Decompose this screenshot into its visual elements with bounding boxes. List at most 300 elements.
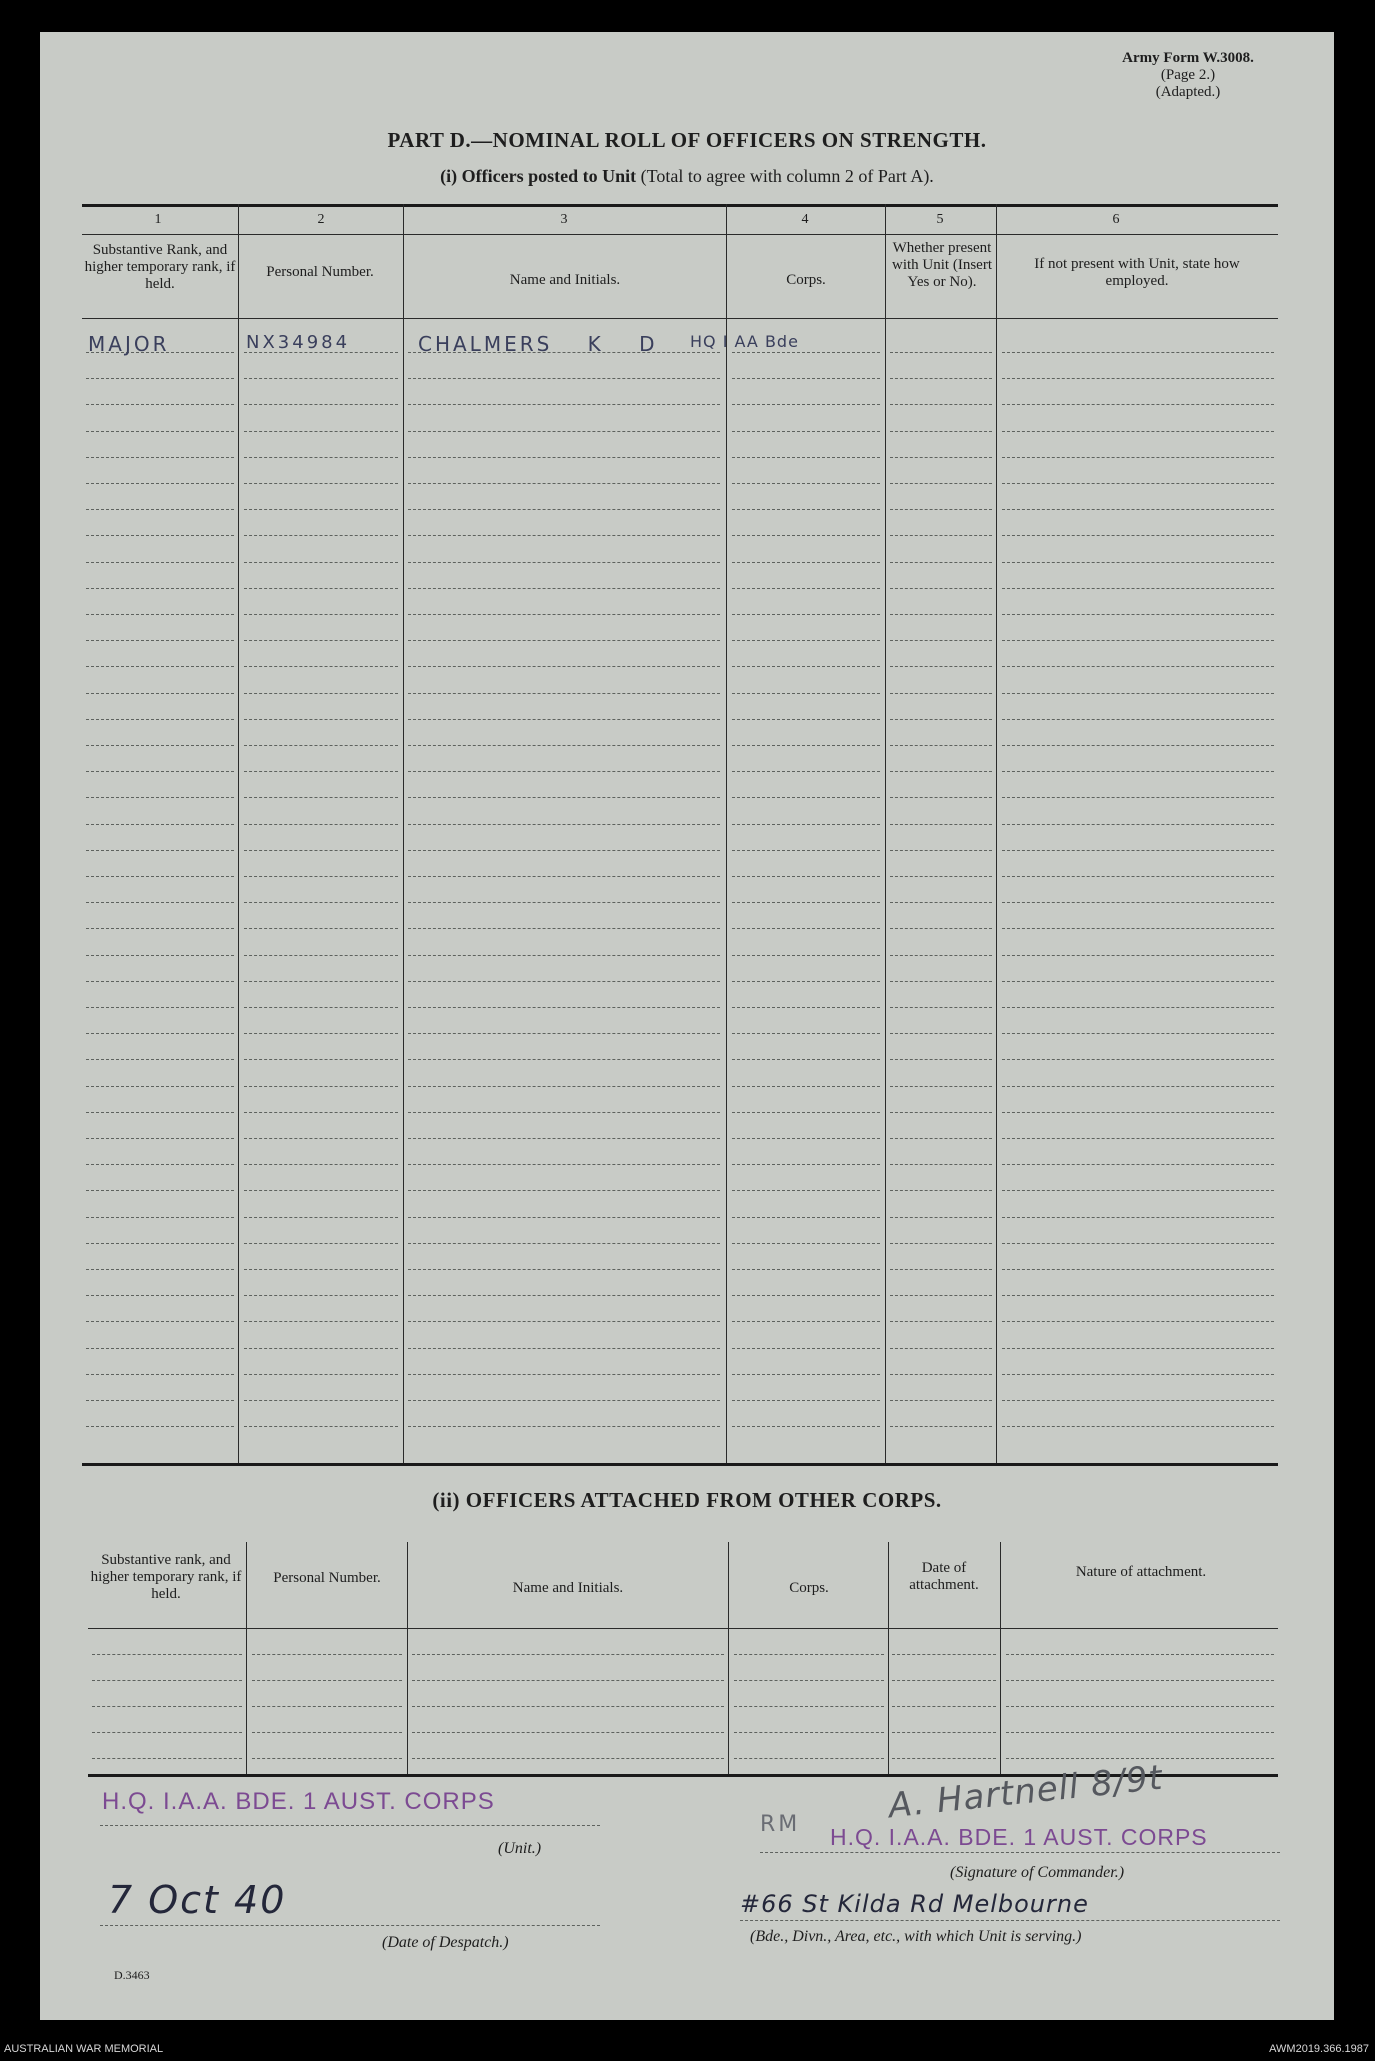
writing-line — [732, 483, 880, 484]
writing-line — [244, 1059, 398, 1060]
ii-column-divider-2 — [407, 1542, 408, 1774]
writing-line — [890, 562, 992, 563]
writing-line — [408, 1190, 720, 1191]
writing-line — [732, 1007, 880, 1008]
ii-header-nature: Nature of attachment. — [1075, 1564, 1207, 1580]
signature-caption: (Signature of Commander.) — [950, 1864, 1125, 1881]
writing-line — [86, 1086, 234, 1087]
writing-line — [732, 1269, 880, 1270]
column-number-1: 1 — [154, 212, 162, 227]
writing-line — [408, 666, 720, 667]
writing-line — [890, 1348, 992, 1349]
writing-line — [732, 1164, 880, 1165]
entry-personal-number: NX34984 — [246, 332, 351, 353]
writing-line — [1002, 1086, 1274, 1087]
writing-line — [890, 797, 992, 798]
writing-line — [86, 666, 234, 667]
writing-line — [1002, 771, 1274, 772]
writing-line — [412, 1732, 724, 1733]
writing-line — [86, 928, 234, 929]
writing-line — [1002, 1033, 1274, 1034]
writing-line — [408, 1112, 720, 1113]
writing-line — [244, 535, 398, 536]
writing-line — [732, 640, 880, 641]
writing-line — [1002, 1217, 1274, 1218]
writing-line — [244, 1321, 398, 1322]
writing-line — [244, 562, 398, 563]
writing-line — [732, 1033, 880, 1034]
writing-line — [732, 352, 880, 353]
writing-line — [732, 824, 880, 825]
writing-line — [244, 1217, 398, 1218]
writing-line — [732, 1374, 880, 1375]
writing-line — [1002, 378, 1274, 379]
writing-line — [86, 431, 234, 432]
writing-line — [86, 1190, 234, 1191]
column-divider-3 — [726, 204, 727, 1463]
writing-line — [412, 1680, 724, 1681]
ii-header-personal-number: Personal Number. — [273, 1570, 381, 1586]
writing-line — [890, 876, 992, 877]
writing-line — [408, 955, 720, 956]
writing-line — [732, 693, 880, 694]
writing-line — [86, 745, 234, 746]
writing-line — [890, 981, 992, 982]
ii-column-divider-1 — [246, 1542, 247, 1774]
writing-line — [244, 928, 398, 929]
writing-line — [86, 981, 234, 982]
writing-line — [732, 928, 880, 929]
writing-line — [244, 1190, 398, 1191]
writing-line — [1002, 431, 1274, 432]
writing-line — [408, 1164, 720, 1165]
writing-line — [890, 404, 992, 405]
writing-line — [732, 1190, 880, 1191]
column-divider-2 — [403, 204, 404, 1463]
writing-line — [86, 1321, 234, 1322]
writing-line — [732, 431, 880, 432]
writing-line — [1002, 902, 1274, 903]
writing-line — [86, 1348, 234, 1349]
writing-line — [1002, 1295, 1274, 1296]
writing-line — [244, 614, 398, 615]
writing-line — [1002, 1269, 1274, 1270]
writing-line — [1002, 1190, 1274, 1191]
writing-line — [244, 850, 398, 851]
form-adapted-note: (Adapted.) — [1155, 84, 1221, 100]
writing-line — [408, 404, 720, 405]
writing-line — [732, 955, 880, 956]
writing-line — [244, 483, 398, 484]
writing-line — [408, 824, 720, 825]
ii-column-divider-4 — [888, 1542, 889, 1774]
part-d-subtitle — [40, 166, 1334, 187]
column-number-4: 4 — [801, 212, 809, 227]
initials: RM — [760, 1812, 801, 1837]
part-d-subtitle-note: (Total to agree with column 2 of Part A). — [636, 166, 934, 186]
writing-line — [244, 431, 398, 432]
writing-line — [86, 1112, 234, 1113]
writing-line — [408, 1059, 720, 1060]
writing-line — [732, 1321, 880, 1322]
writing-line — [1002, 1138, 1274, 1139]
writing-line — [408, 483, 720, 484]
table-bottom-rule — [82, 1463, 1278, 1466]
unit-line — [100, 1825, 600, 1826]
writing-line — [890, 1138, 992, 1139]
writing-line — [890, 1243, 992, 1244]
writing-line — [86, 850, 234, 851]
writing-line — [408, 1086, 720, 1087]
writing-line — [890, 1033, 992, 1034]
writing-line — [1002, 1374, 1274, 1375]
ii-column-divider-3 — [728, 1542, 729, 1774]
writing-line — [890, 902, 992, 903]
writing-line — [86, 509, 234, 510]
writing-line — [408, 719, 720, 720]
writing-line — [408, 535, 720, 536]
writing-line — [244, 1295, 398, 1296]
unit-caption: (Unit.) — [498, 1840, 542, 1857]
writing-line — [92, 1732, 242, 1733]
writing-line — [408, 1426, 720, 1427]
writing-line — [244, 1138, 398, 1139]
writing-line — [890, 535, 992, 536]
header-name: Name and Initials. — [509, 272, 621, 288]
column-divider-1 — [238, 204, 239, 1463]
writing-line — [86, 1426, 234, 1427]
date-line — [100, 1925, 600, 1926]
writing-line — [734, 1654, 884, 1655]
writing-line — [732, 378, 880, 379]
unit-address: #66 St Kilda Rd Melbourne — [740, 1890, 1089, 1918]
form-reference — [1078, 50, 1298, 101]
writing-line — [732, 981, 880, 982]
column-divider-4 — [885, 204, 886, 1463]
ii-header-bottom-rule — [88, 1628, 1278, 1629]
writing-line — [244, 824, 398, 825]
writing-line — [1002, 850, 1274, 851]
writing-line — [408, 614, 720, 615]
writing-line — [244, 378, 398, 379]
column-number-2: 2 — [317, 212, 325, 227]
writing-line — [732, 1217, 880, 1218]
writing-line — [412, 1654, 724, 1655]
header-rank: Substantive Rank, and higher temporary rank, if held. — [84, 242, 236, 292]
writing-line — [244, 1243, 398, 1244]
writing-line — [408, 1400, 720, 1401]
writing-line — [732, 1295, 880, 1296]
writing-line — [252, 1706, 402, 1707]
writing-line — [1002, 404, 1274, 405]
writing-line — [408, 1033, 720, 1034]
writing-line — [86, 1059, 234, 1060]
writing-line — [1002, 562, 1274, 563]
header-present: Whether present with Unit (Insert Yes or No). — [892, 240, 992, 290]
writing-line — [244, 797, 398, 798]
writing-line — [1002, 1164, 1274, 1165]
writing-line — [734, 1732, 884, 1733]
writing-line — [86, 1243, 234, 1244]
writing-line — [244, 1086, 398, 1087]
writing-line — [244, 404, 398, 405]
writing-line — [890, 928, 992, 929]
entry-rank: MAJOR — [88, 332, 170, 356]
writing-line — [244, 876, 398, 877]
writing-line — [1002, 719, 1274, 720]
ii-column-divider-5 — [1000, 1542, 1001, 1774]
writing-line — [890, 693, 992, 694]
writing-line — [732, 1112, 880, 1113]
despatch-date: 7 Oct 40 — [108, 1878, 287, 1922]
column-number-3: 3 — [560, 212, 568, 227]
writing-line — [732, 1426, 880, 1427]
writing-line — [86, 1269, 234, 1270]
writing-line — [86, 1400, 234, 1401]
column-number-rule — [82, 234, 1278, 235]
writing-line — [1002, 483, 1274, 484]
writing-line — [244, 1426, 398, 1427]
writing-line — [86, 640, 234, 641]
writing-line — [1002, 1400, 1274, 1401]
writing-line — [1006, 1706, 1274, 1707]
writing-line — [892, 1758, 996, 1759]
writing-line — [732, 902, 880, 903]
writing-line — [1002, 1007, 1274, 1008]
writing-line — [1006, 1654, 1274, 1655]
writing-line — [408, 850, 720, 851]
writing-line — [408, 876, 720, 877]
writing-line — [86, 719, 234, 720]
writing-line — [734, 1680, 884, 1681]
writing-line — [890, 771, 992, 772]
writing-line — [1002, 535, 1274, 536]
writing-line — [890, 1217, 992, 1218]
archive-reference: AWM2019.366.1987 — [1269, 2043, 1369, 2055]
unit-stamp: H.Q. I.A.A. BDE. 1 AUST. CORPS — [102, 1788, 495, 1815]
writing-line — [890, 640, 992, 641]
writing-line — [408, 693, 720, 694]
writing-line — [1002, 797, 1274, 798]
writing-line — [732, 509, 880, 510]
writing-line — [408, 1138, 720, 1139]
writing-line — [412, 1758, 724, 1759]
writing-line — [408, 562, 720, 563]
writing-line — [1002, 588, 1274, 589]
writing-line — [890, 719, 992, 720]
writing-line — [244, 1400, 398, 1401]
writing-line — [732, 850, 880, 851]
writing-line — [1002, 981, 1274, 982]
table-top-rule — [82, 204, 1278, 207]
writing-line — [732, 719, 880, 720]
writing-line — [1002, 1243, 1274, 1244]
writing-line — [890, 1164, 992, 1165]
writing-line — [244, 1033, 398, 1034]
writing-line — [732, 1243, 880, 1244]
writing-line — [244, 955, 398, 956]
writing-line — [408, 1374, 720, 1375]
writing-line — [408, 902, 720, 903]
writing-line — [890, 378, 992, 379]
writing-line — [244, 771, 398, 772]
part-d-subtitle-bold: (i) Officers posted to Unit — [440, 166, 637, 186]
header-corps: Corps. — [786, 272, 826, 288]
writing-line — [86, 1138, 234, 1139]
writing-line — [86, 693, 234, 694]
writing-line — [890, 1086, 992, 1087]
writing-line — [92, 1758, 242, 1759]
writing-line — [732, 1059, 880, 1060]
writing-line — [408, 640, 720, 641]
writing-line — [890, 1007, 992, 1008]
writing-line — [408, 797, 720, 798]
writing-line — [732, 562, 880, 563]
writing-line — [244, 1164, 398, 1165]
writing-line — [734, 1706, 884, 1707]
writing-line — [890, 483, 992, 484]
writing-line — [890, 1295, 992, 1296]
writing-line — [86, 614, 234, 615]
writing-line — [890, 1426, 992, 1427]
writing-line — [1006, 1680, 1274, 1681]
writing-line — [86, 1164, 234, 1165]
writing-line — [1002, 693, 1274, 694]
writing-line — [244, 902, 398, 903]
writing-line — [732, 745, 880, 746]
writing-line — [244, 1348, 398, 1349]
writing-line — [86, 535, 234, 536]
writing-line — [890, 1190, 992, 1191]
writing-line — [1002, 1426, 1274, 1427]
writing-line — [86, 824, 234, 825]
writing-line — [408, 1269, 720, 1270]
writing-line — [890, 1059, 992, 1060]
writing-line — [1002, 1059, 1274, 1060]
writing-line — [732, 876, 880, 877]
writing-line — [86, 876, 234, 877]
writing-line — [86, 457, 234, 458]
writing-line — [892, 1732, 996, 1733]
writing-line — [86, 483, 234, 484]
writing-line — [892, 1706, 996, 1707]
writing-line — [734, 1758, 884, 1759]
entry-name: CHALMERS K D — [418, 332, 658, 356]
header-personal-number: Personal Number. — [266, 264, 374, 280]
writing-line — [1002, 824, 1274, 825]
writing-line — [244, 693, 398, 694]
writing-line — [408, 928, 720, 929]
writing-line — [732, 1348, 880, 1349]
header-employment: If not present with Unit, state how employed. — [1034, 256, 1240, 289]
header-bottom-rule — [82, 318, 1278, 319]
writing-line — [86, 771, 234, 772]
writing-line — [252, 1758, 402, 1759]
writing-line — [244, 588, 398, 589]
writing-line — [408, 378, 720, 379]
writing-line — [732, 797, 880, 798]
writing-line — [408, 431, 720, 432]
writing-line — [890, 1374, 992, 1375]
writing-line — [1002, 640, 1274, 641]
writing-line — [244, 981, 398, 982]
part-d-title: PART D.—NOMINAL ROLL OF OFFICERS ON STRENGTH. — [387, 128, 987, 152]
writing-line — [890, 1269, 992, 1270]
writing-line — [1002, 614, 1274, 615]
writing-line — [890, 1321, 992, 1322]
writing-line — [892, 1654, 996, 1655]
writing-line — [732, 535, 880, 536]
writing-line — [86, 1217, 234, 1218]
writing-line — [252, 1732, 402, 1733]
writing-line — [1002, 457, 1274, 458]
writing-line — [1002, 876, 1274, 877]
archive-credit: AUSTRALIAN WAR MEMORIAL — [4, 2043, 164, 2055]
writing-line — [1002, 352, 1274, 353]
writing-line — [1006, 1732, 1274, 1733]
writing-line — [732, 588, 880, 589]
writing-line — [890, 1112, 992, 1113]
writing-line — [408, 1217, 720, 1218]
writing-line — [1002, 1112, 1274, 1113]
writing-line — [408, 1295, 720, 1296]
writing-line — [244, 1112, 398, 1113]
writing-line — [890, 509, 992, 510]
writing-line — [86, 1295, 234, 1296]
area-line — [740, 1920, 1280, 1921]
writing-line — [86, 562, 234, 563]
commander-stamp: H.Q. I.A.A. BDE. 1 AUST. CORPS — [830, 1824, 1208, 1850]
writing-line — [408, 1348, 720, 1349]
part-ii-title: (ii) OFFICERS ATTACHED FROM OTHER CORPS. — [432, 1488, 942, 1512]
writing-line — [92, 1706, 242, 1707]
area-caption: (Bde., Divn., Area, etc., with which Unit is serving.) — [750, 1928, 1082, 1945]
writing-line — [408, 1243, 720, 1244]
writing-line — [890, 955, 992, 956]
column-number-6: 6 — [1112, 212, 1120, 227]
writing-line — [244, 745, 398, 746]
writing-line — [86, 1007, 234, 1008]
form-page-number: (Page 2.) — [1160, 67, 1216, 83]
writing-line — [408, 509, 720, 510]
form-number: Army Form W.3008. — [1122, 50, 1254, 66]
writing-line — [732, 1086, 880, 1087]
commander-signature: A. Hartnell 8/9t — [886, 1757, 1165, 1827]
writing-line — [890, 824, 992, 825]
writing-line — [252, 1654, 402, 1655]
writing-line — [408, 457, 720, 458]
writing-line — [732, 404, 880, 405]
writing-line — [408, 745, 720, 746]
ii-header-rank: Substantive rank, and higher temporary rank, if held. — [90, 1552, 242, 1602]
writing-line — [408, 981, 720, 982]
writing-line — [86, 404, 234, 405]
writing-line — [890, 745, 992, 746]
writing-line — [732, 1138, 880, 1139]
writing-line — [86, 902, 234, 903]
writing-line — [244, 666, 398, 667]
writing-line — [1002, 1348, 1274, 1349]
writing-line — [86, 1374, 234, 1375]
ii-header-name: Name and Initials. — [512, 1580, 624, 1596]
writing-line — [408, 588, 720, 589]
writing-line — [408, 1321, 720, 1322]
writing-line — [1002, 1321, 1274, 1322]
writing-line — [1002, 509, 1274, 510]
column-number-5: 5 — [936, 212, 944, 227]
ii-header-date: Date of attachment. — [909, 1560, 979, 1593]
form-page — [40, 32, 1334, 2020]
